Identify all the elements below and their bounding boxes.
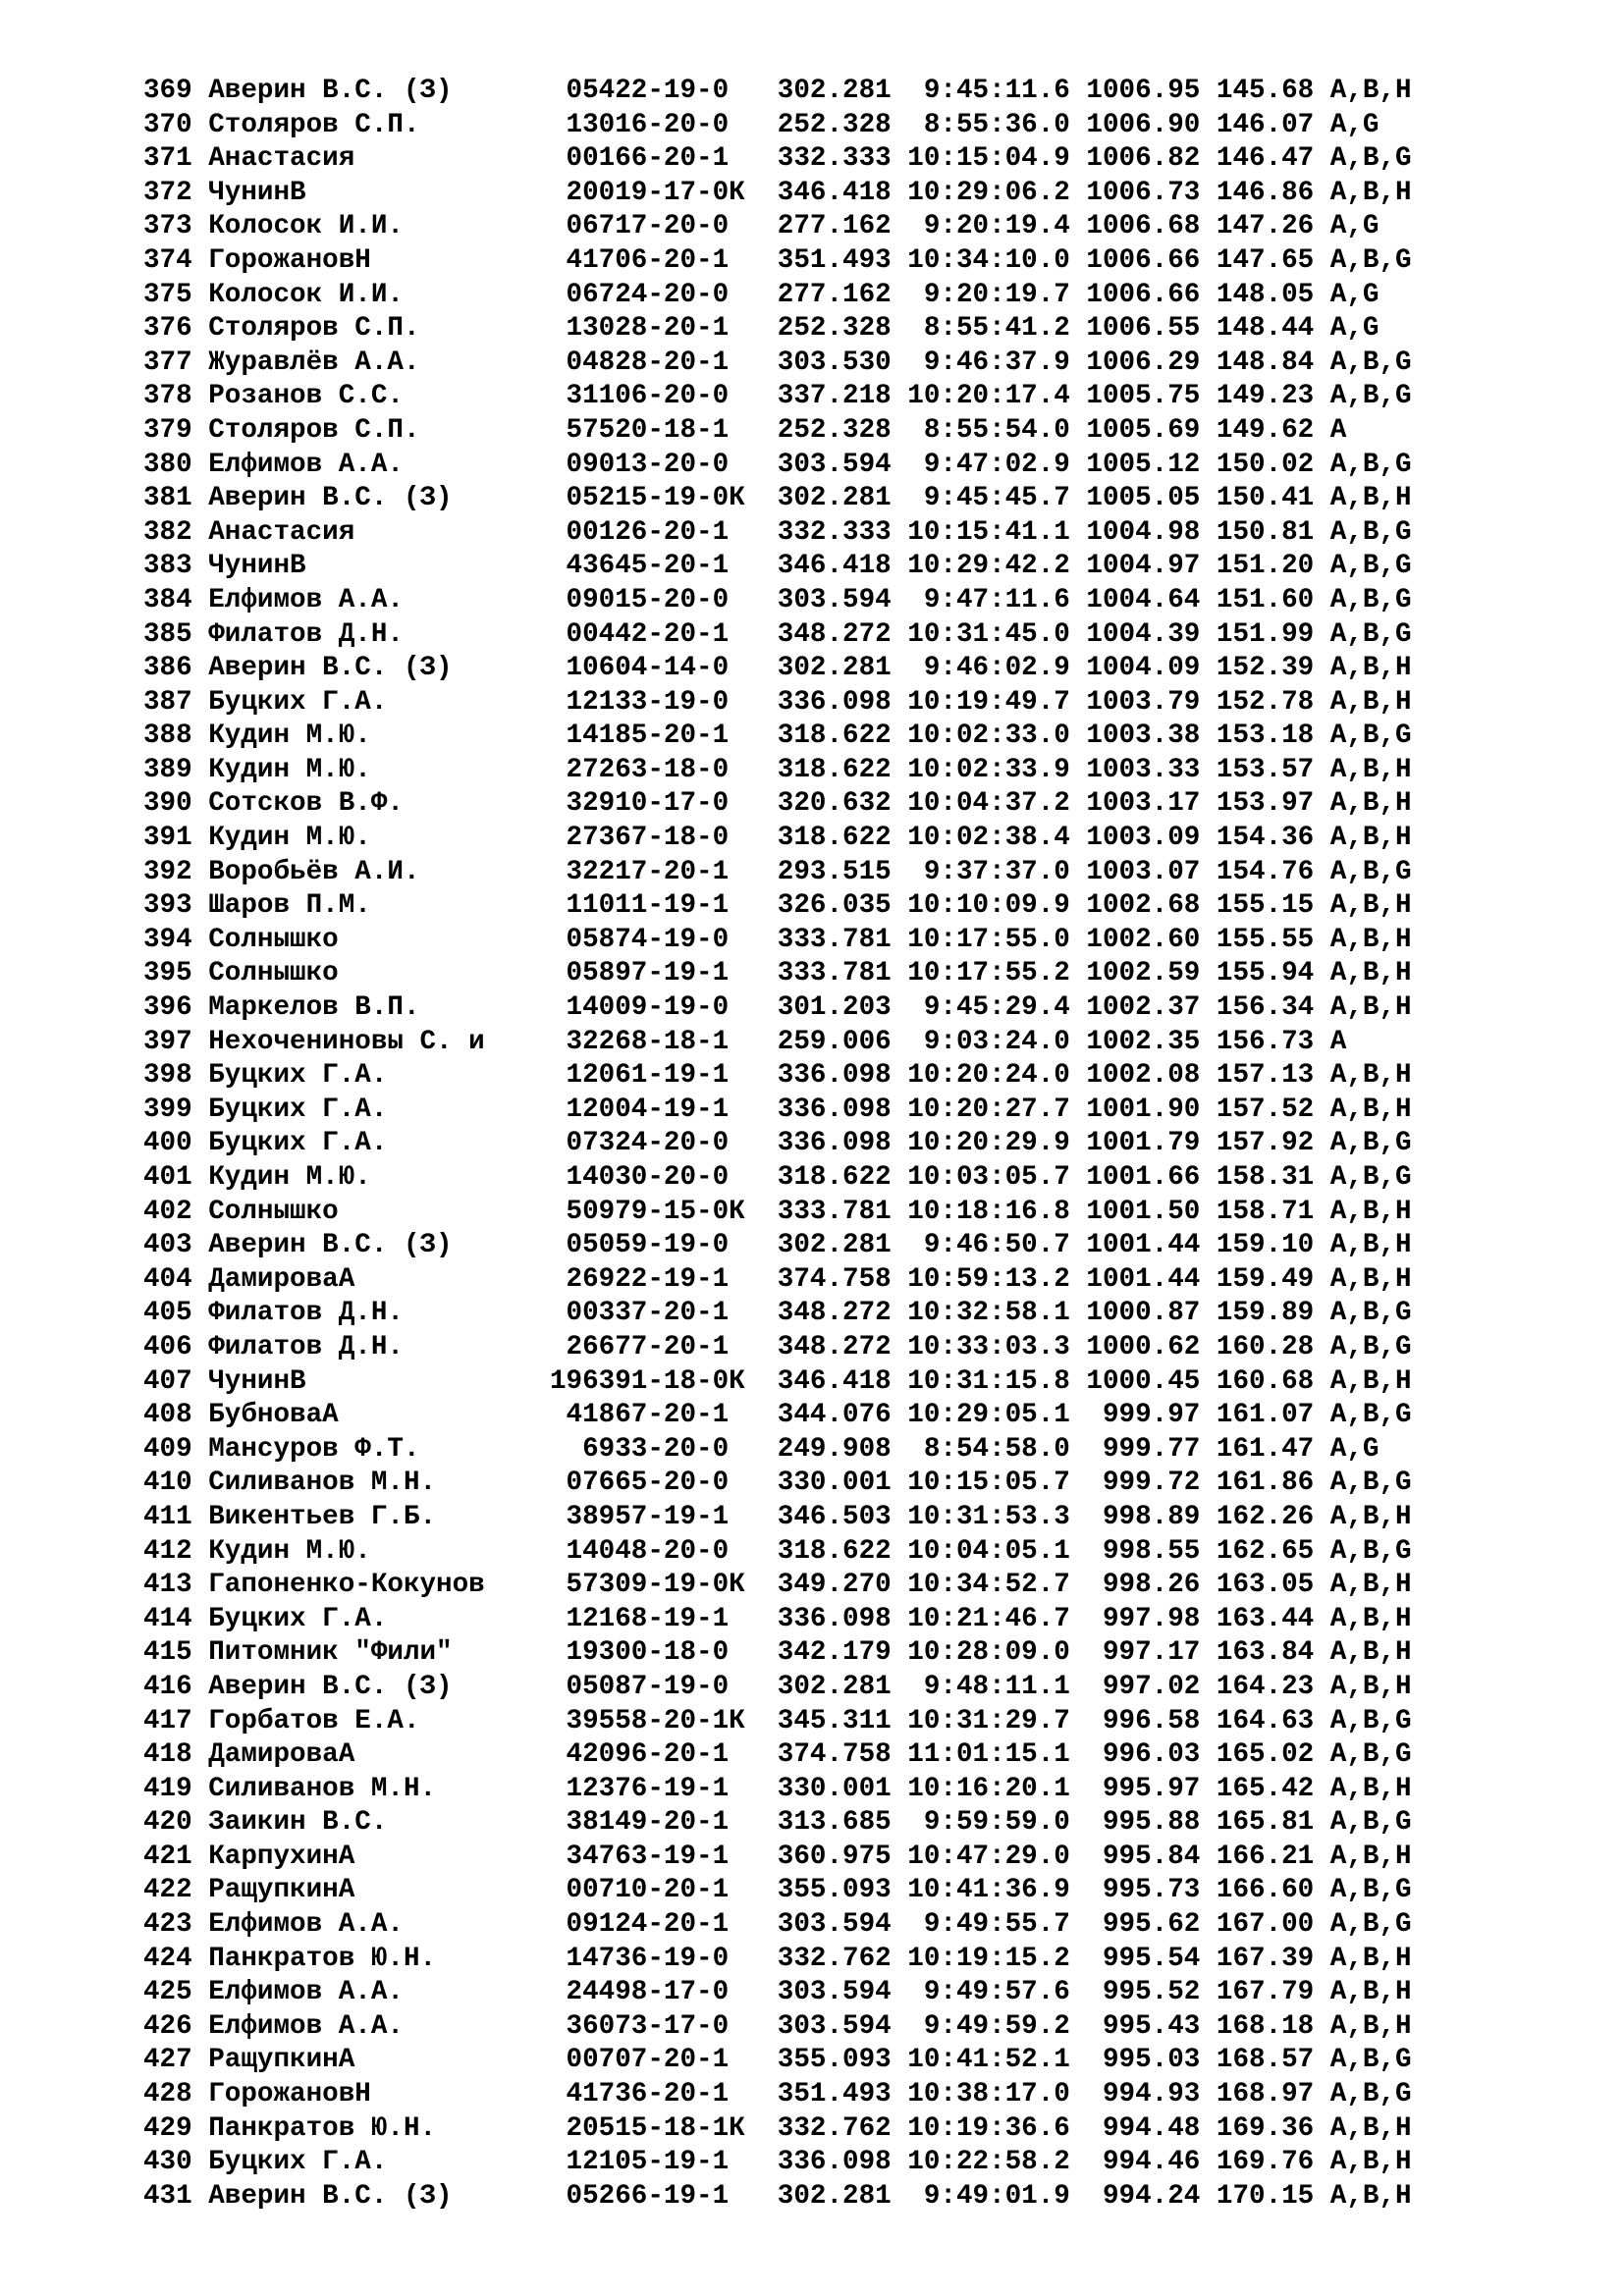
- result-row: 385 Филатов Д.Н. 00442-20-1 348.272 10:31:45.0 1004.39 151.99 A,B,G: [143, 618, 1412, 650]
- result-row: 391 Кудин М.Ю. 27367-18-0 318.622 10:02:38.4 1003.09 154.36 A,B,H: [143, 823, 1412, 854]
- result-row: 388 Кудин М.Ю. 14185-20-1 318.622 10:02:33.0 1003.38 153.18 A,B,G: [143, 721, 1412, 752]
- result-row: 418 ДамироваА 42096-20-1 374.758 11:01:15.1 996.03 165.02 A,B,G: [143, 1739, 1412, 1771]
- result-row: 374 ГорожановН 41706-20-1 351.493 10:34:10.0 1006.66 147.65 A,B,G: [143, 244, 1412, 276]
- result-row: 415 Питомник "Фили" 19300-18-0 342.179 10:28:09.0 997.17 163.84 A,B,H: [143, 1637, 1412, 1669]
- result-row: 389 Кудин М.Ю. 27263-18-0 318.622 10:02:33.9 1003.33 153.57 A,B,H: [143, 754, 1412, 785]
- result-row: 410 Силиванов М.Н. 07665-20-0 330.001 10:15:05.7 999.72 161.86 A,B,G: [143, 1468, 1412, 1499]
- result-row: 382 Анастасия 00126-20-1 332.333 10:15:41.1 1004.98 150.81 A,B,G: [143, 516, 1412, 548]
- result-row: 372 ЧунинВ 20019-17-0К 346.418 10:29:06.2 1006.73 146.86 A,B,H: [143, 177, 1412, 208]
- result-row: 394 Солнышко 05874-19-0 333.781 10:17:55.0 1002.60 155.55 A,B,H: [143, 924, 1412, 955]
- result-row: 375 Колосок И.И. 06724-20-0 277.162 9:20:19.7 1006.66 148.05 A,G: [143, 279, 1380, 310]
- result-row: 411 Викентьев Г.Б. 38957-19-1 346.503 10:31:53.3 998.89 162.26 A,B,H: [143, 1501, 1412, 1532]
- result-row: 397 Нехочениновы С. и 32268-18-1 259.006 9:03:24.0 1002.35 156.73 A: [143, 1026, 1347, 1057]
- result-row: 426 Елфимов А.А. 36073-17-0 303.594 9:49:59.2 995.43 168.18 A,B,H: [143, 2010, 1412, 2042]
- result-row: 408 БубноваА 41867-20-1 344.076 10:29:05.1 999.97 161.07 A,B,G: [143, 1400, 1412, 1431]
- result-row: 428 ГорожановН 41736-20-1 351.493 10:38:17.0 994.93 168.97 A,B,G: [143, 2079, 1412, 2110]
- result-row: 379 Столяров С.П. 57520-18-1 252.328 8:55:54.0 1005.69 149.62 A: [143, 414, 1347, 446]
- result-row: 380 Елфимов А.А. 09013-20-0 303.594 9:47:02.9 1005.12 150.02 A,B,G: [143, 449, 1412, 480]
- result-row: 373 Колосок И.И. 06717-20-0 277.162 9:20:19.4 1006.68 147.26 A,G: [143, 211, 1380, 242]
- result-row: 399 Буцких Г.А. 12004-19-1 336.098 10:20:27.7 1001.90 157.52 A,B,H: [143, 1094, 1412, 1125]
- result-row: 420 Заикин В.С. 38149-20-1 313.685 9:59:59.0 995.88 165.81 A,B,G: [143, 1807, 1412, 1839]
- result-row: 378 Розанов С.С. 31106-20-0 337.218 10:20:17.4 1005.75 149.23 A,B,G: [143, 381, 1412, 412]
- result-row: 425 Елфимов А.А. 24498-17-0 303.594 9:49:57.6 995.52 167.79 A,B,H: [143, 1977, 1412, 2008]
- result-row: 404 ДамироваА 26922-19-1 374.758 10:59:13.2 1001.44 159.49 A,B,H: [143, 1263, 1412, 1295]
- result-row: 371 Анастасия 00166-20-1 332.333 10:15:04.9 1006.82 146.47 A,B,G: [143, 143, 1412, 175]
- result-row: 396 Маркелов В.П. 14009-19-0 301.203 9:45:29.4 1002.37 156.34 A,B,H: [143, 992, 1412, 1024]
- result-row: 400 Буцких Г.А. 07324-20-0 336.098 10:20:29.9 1001.79 157.92 A,B,G: [143, 1128, 1412, 1159]
- result-row: 395 Солнышко 05897-19-1 333.781 10:17:55.2 1002.59 155.94 A,B,H: [143, 958, 1412, 989]
- result-row: 393 Шаров П.М. 11011-19-1 326.035 10:10:09.9 1002.68 155.15 A,B,H: [143, 890, 1412, 922]
- result-row: 412 Кудин М.Ю. 14048-20-0 318.622 10:04:05.1 998.55 162.65 A,B,G: [143, 1535, 1412, 1567]
- result-row: 409 Мансуров Ф.Т. 6933-20-0 249.908 8:54:58.0 999.77 161.47 A,G: [143, 1433, 1380, 1465]
- result-row: 423 Елфимов А.А. 09124-20-1 303.594 9:49:55.7 995.62 167.00 A,B,G: [143, 1909, 1412, 1941]
- result-row: 387 Буцких Г.А. 12133-19-0 336.098 10:19:49.7 1003.79 152.78 A,B,H: [143, 686, 1412, 718]
- results-table: [143, 75, 1412, 2214]
- result-row: 381 Аверин В.С. (З) 05215-19-0К 302.281 9:45:45.7 1005.05 150.41 A,B,H: [143, 483, 1412, 514]
- result-row: 421 КарпухинА 34763-19-1 360.975 10:47:29.0 995.84 166.21 A,B,H: [143, 1841, 1412, 1872]
- result-row: 413 Гапоненко-Кокунов 57309-19-0К 349.270 10:34:52.7 998.26 163.05 A,B,H: [143, 1570, 1412, 1601]
- result-row: 414 Буцких Г.А. 12168-19-1 336.098 10:21:46.7 997.98 163.44 A,B,H: [143, 1603, 1412, 1634]
- result-row: 419 Силиванов М.Н. 12376-19-1 330.001 10:16:20.1 995.97 165.42 A,B,H: [143, 1773, 1412, 1804]
- result-row: 407 ЧунинВ 196391-18-0К 346.418 10:31:15.8 1000.45 160.68 A,B,H: [143, 1365, 1412, 1397]
- result-row: 405 Филатов Д.Н. 00337-20-1 348.272 10:32:58.1 1000.87 159.89 A,B,G: [143, 1298, 1412, 1329]
- result-row: 398 Буцких Г.А. 12061-19-1 336.098 10:20:24.0 1002.08 157.13 A,B,H: [143, 1060, 1412, 1092]
- result-row: 390 Сотсков В.Ф. 32910-17-0 320.632 10:04:37.2 1003.17 153.97 A,B,H: [143, 788, 1412, 820]
- result-row: 406 Филатов Д.Н. 26677-20-1 348.272 10:33:03.3 1000.62 160.28 A,B,G: [143, 1331, 1412, 1362]
- result-row: 427 РащупкинА 00707-20-1 355.093 10:41:52.1 995.03 168.57 A,B,G: [143, 2045, 1412, 2076]
- result-row: 392 Воробьёв А.И. 32217-20-1 293.515 9:37:37.0 1003.07 154.76 A,B,G: [143, 856, 1412, 887]
- result-row: 401 Кудин М.Ю. 14030-20-0 318.622 10:03:05.7 1001.66 158.31 A,B,G: [143, 1162, 1412, 1193]
- result-row: 384 Елфимов А.А. 09015-20-0 303.594 9:47:11.6 1004.64 151.60 A,B,G: [143, 584, 1412, 615]
- result-row: 424 Панкратов Ю.Н. 14736-19-0 332.762 10:19:15.2 995.54 167.39 A,B,H: [143, 1943, 1412, 1974]
- result-row: 403 Аверин В.С. (З) 05059-19-0 302.281 9:46:50.7 1001.44 159.10 A,B,H: [143, 1230, 1412, 1261]
- result-row: 422 РащупкинА 00710-20-1 355.093 10:41:36.9 995.73 166.60 A,B,G: [143, 1875, 1412, 1906]
- result-row: 431 Аверин В.С. (З) 05266-19-1 302.281 9:49:01.9 994.24 170.15 A,B,H: [143, 2180, 1412, 2212]
- result-row: 376 Столяров С.П. 13028-20-1 252.328 8:55:41.2 1006.55 148.44 A,G: [143, 313, 1380, 345]
- result-row: 370 Столяров С.П. 13016-20-0 252.328 8:55:36.0 1006.90 146.07 A,G: [143, 109, 1380, 140]
- result-row: 383 ЧунинВ 43645-20-1 346.418 10:29:42.2 1004.97 151.20 A,B,G: [143, 551, 1412, 582]
- result-row: 416 Аверин В.С. (З) 05087-19-0 302.281 9:48:11.1 997.02 164.23 A,B,H: [143, 1671, 1412, 1702]
- result-row: 369 Аверин В.С. (З) 05422-19-0 302.281 9:45:11.6 1006.95 145.68 A,B,H: [143, 76, 1412, 106]
- result-row: 402 Солнышко 50979-15-0К 333.781 10:18:16.8 1001.50 158.71 A,B,H: [143, 1196, 1412, 1227]
- result-row: 417 Горбатов Е.А. 39558-20-1К 345.311 10:31:29.7 996.58 164.63 A,B,G: [143, 1705, 1412, 1736]
- result-row: 377 Журавлёв А.А. 04828-20-1 303.530 9:46:37.9 1006.29 148.84 A,B,G: [143, 347, 1412, 378]
- result-row: 430 Буцких Г.А. 12105-19-1 336.098 10:22:58.2 994.46 169.76 A,B,H: [143, 2147, 1412, 2178]
- result-row: 429 Панкратов Ю.Н. 20515-18-1К 332.762 10:19:36.6 994.48 169.36 A,B,H: [143, 2112, 1412, 2144]
- result-row: 386 Аверин В.С. (З) 10604-14-0 302.281 9:46:02.9 1004.09 152.39 A,B,H: [143, 653, 1412, 684]
